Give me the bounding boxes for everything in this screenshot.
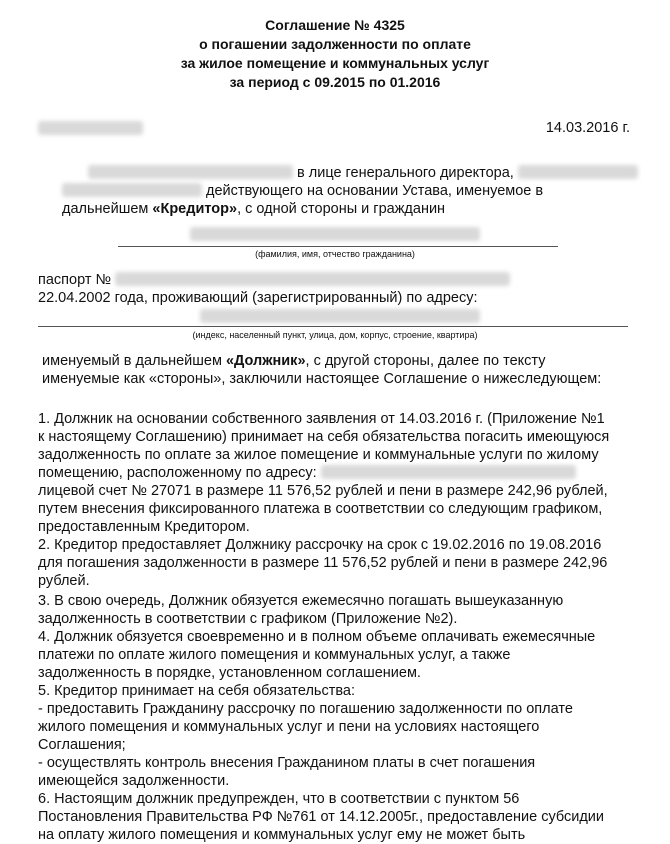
p5-line: жилого помещения и коммунальных услуг и пени на условиях настоящего (38, 719, 540, 735)
p5-line: имеющейся задолженности. (38, 773, 230, 789)
p6-line: на оплату жилого помещения и коммунальных услуг ему не может быть (38, 827, 526, 843)
p1-line: 1. Должник на основании собственного заявления от 14.03.2016 г. (Приложение №1 (38, 411, 605, 427)
fio-caption: (фамилия, имя, отчество гражданина) (255, 249, 415, 259)
address-redacted (200, 308, 480, 326)
p5-line: 5. Кредитор принимает на себя обязательства: (38, 683, 355, 699)
debtor-line-1: именуемый в дальнейшем «Должник», с другой стороны, далее по тексту (42, 353, 546, 369)
address-underline (38, 326, 628, 327)
p1-line: задолженность по оплате за жилое помещение и коммунальные услуги по жилому (38, 447, 599, 463)
p2-line: 2. Кредитор предоставляет Должнику рассрочку на срок с 19.02.2016 по 19.08.2016 (38, 537, 602, 553)
p1-line: предоставленным Кредитором. (38, 519, 250, 535)
p1-line: помещению, расположенному по адресу: (38, 464, 576, 482)
p1-line: лицевой счет № 27071 в размере 11 576,52 рублей и пени в размере 242,96 рублей, (38, 483, 608, 499)
p5-line: - предоставить Гражданину рассрочку по погашению задолженности по оплате (38, 701, 573, 717)
p2-line: для погашения задолженности в размере 11 576,52 рублей и пени в размере 242,96 (38, 555, 608, 571)
p6-line: 6. Настоящим должник предупрежден, что в соответствии с пунктом 56 (38, 791, 520, 807)
intro-text-1: в лице генерального директора, (297, 165, 514, 181)
p5-line: Соглашения; (38, 737, 126, 753)
p1-line: путем внесения фиксированного платежа в соответствии со следующим графиком, (38, 501, 603, 517)
doc-subtitle-3: за период с 09.2015 по 01.2016 (229, 74, 441, 90)
intro-line-1 (88, 164, 638, 182)
p6-line: Постановления Правительства РФ №761 от 14.12.2005г., предоставление субсидии (38, 809, 605, 825)
p5-line: - осуществлять контроль внесения Гражданином платы в счет погашения (38, 755, 536, 771)
doc-title: Соглашение № 4325 (265, 17, 405, 33)
city-redacted (38, 120, 143, 138)
fio-underline (118, 246, 558, 247)
passport-line-2: 22.04.2002 года, проживающий (зарегистрированный) по адресу: (38, 290, 478, 306)
doc-subtitle-2: за жилое помещение и коммунальных услуг (180, 55, 490, 71)
fio-redacted (190, 226, 480, 244)
p1-line: к настоящему Соглашению) принимает на себя обязательства погасить имеющуюся (38, 429, 610, 445)
debtor-line-2: именуемые как «стороны», заключили настоящее Соглашение о нижеследующем: (42, 371, 602, 387)
p4-line: 4. Должник обязуется своевременно и в полном объеме оплачивать ежемесячные (38, 629, 596, 645)
intro-text-2: действующего на основании Устава, именуемое в (206, 183, 544, 199)
intro-line-3: дальнейшем «Кредитор», с одной стороны и гражданин (62, 201, 446, 217)
address-caption: (индекс, населенный пункт, улица, дом, корпус, строение, квартира) (192, 330, 478, 340)
p4-line: платежи по оплате жилого помещения и коммунальных услуг, а также (38, 647, 511, 663)
creditor-term: «Кредитор» (152, 201, 238, 217)
doc-date: 14.03.2016 г. (545, 120, 630, 136)
passport-line: паспорт № (38, 271, 510, 289)
doc-subtitle-1: о погашении задолженности по оплате (199, 36, 471, 52)
p3-line: 3. В свою очередь, Должник обязуется ежемесячно погашать вышеуказанную (38, 593, 564, 609)
p4-line: задолженность в порядке, установленном соглашением. (38, 665, 421, 681)
p3-line: задолженность в соответствии с графиком (Приложение №2). (38, 611, 458, 627)
debtor-term: «Должник» (225, 353, 306, 369)
intro-line-2 (62, 182, 543, 200)
p2-line: рублей. (38, 573, 90, 589)
